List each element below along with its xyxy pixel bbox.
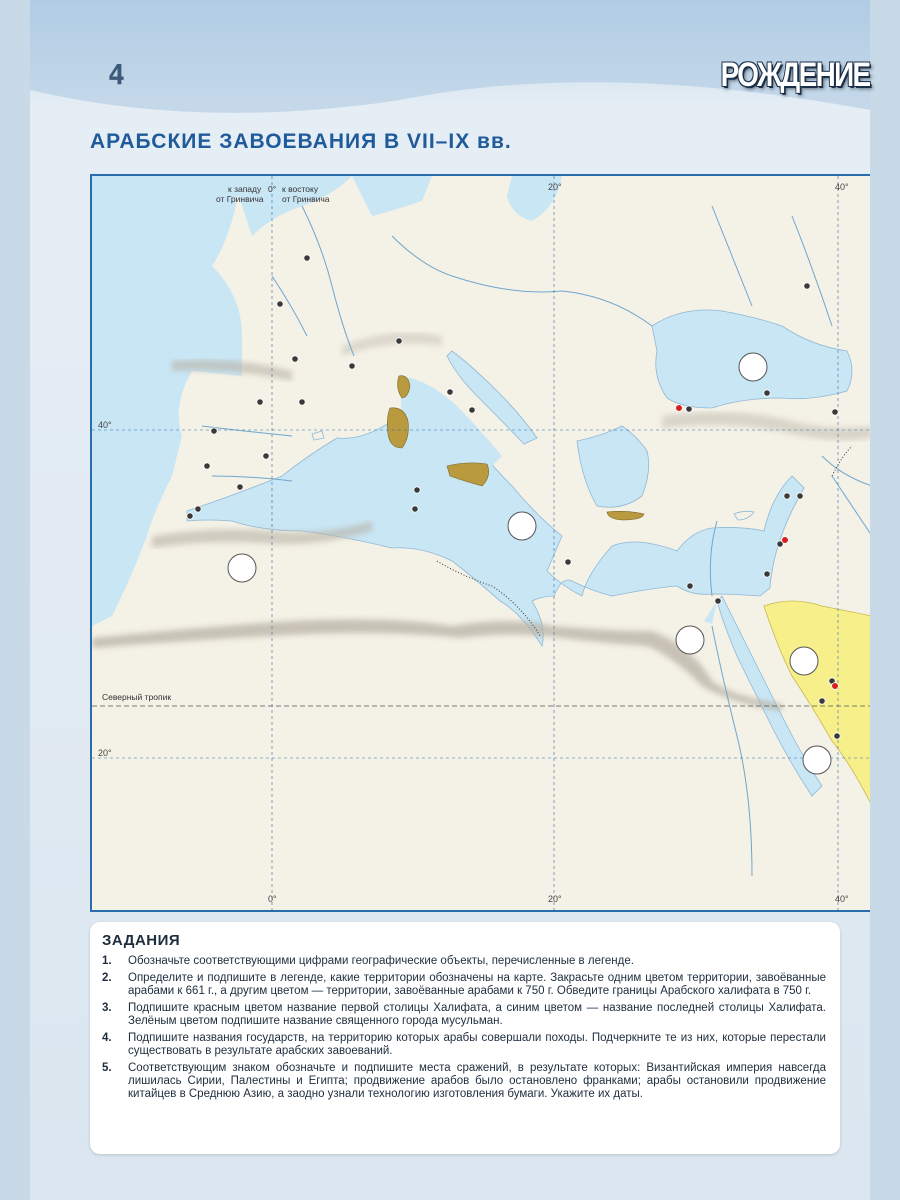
city-marker xyxy=(237,484,243,490)
task-number: 5. xyxy=(102,1062,112,1074)
city-marker xyxy=(834,733,840,739)
city-marker xyxy=(469,407,475,413)
city-marker xyxy=(715,598,721,604)
city-marker xyxy=(804,283,810,289)
task-item xyxy=(102,1062,826,1101)
tropic-label: Северный тропик xyxy=(102,692,172,702)
empty-label-circle xyxy=(790,647,818,675)
city-marker xyxy=(257,399,263,405)
task-text: Определите и подпишите в легенде, какие территории обозначены на карте. Закрасьте одним цветом территории, завоёванные арабами к 661 г., а другим цветом — территории, завоёванные арабами к 750 г. Обведите границы Арабского халифата в 750 г. xyxy=(128,972,826,997)
city-marker xyxy=(204,463,210,469)
task-number: 4. xyxy=(102,1032,112,1044)
empty-label-circle xyxy=(228,554,256,582)
task-item xyxy=(102,955,826,968)
lon-label-bottom-40: 40° xyxy=(835,894,849,904)
map-title: АРАБСКИЕ ЗАВОЕВАНИЯ В VII–IX вв. xyxy=(90,130,512,153)
city-marker xyxy=(414,487,420,493)
city-marker xyxy=(349,363,355,369)
task-text: Подпишите названия государств, на территорию которых арабы совершали походы. Подчеркните те из них, которые перестали существовать в результате арабских завоеваний. xyxy=(128,1032,826,1057)
city-marker xyxy=(412,506,418,512)
map-frame xyxy=(90,174,870,912)
battle-marker xyxy=(782,537,789,544)
city-marker xyxy=(797,493,803,499)
city-marker xyxy=(565,559,571,565)
meridian-zero: 0° xyxy=(268,184,277,194)
lon-label-bottom-0: 0° xyxy=(268,894,277,904)
city-marker xyxy=(686,406,692,412)
city-marker xyxy=(764,571,770,577)
task-text: Соответствующим знаком обозначьте и подпишите места сражений, в результате которых: Византийская империя навсегда лишилась Сирии, Палестины и Египта; продвижение арабов было остановлено франками; арабы остановили продвижение китайцев в Среднюю Азию, а заодно узнали технологию изготовления бумаги. Укажите их даты. xyxy=(128,1062,826,1100)
task-item xyxy=(102,972,826,998)
city-marker xyxy=(211,428,217,434)
city-marker xyxy=(819,698,825,704)
task-text: Подпишите красным цветом название первой столицы Халифата, а синим цветом — название последней столицы Халифата. Зелёным цветом подпишите название священного города мусульман. xyxy=(128,1002,826,1027)
page-number: 4 xyxy=(108,58,124,91)
meridian-west-line1: к западу xyxy=(228,184,262,194)
task-number: 2. xyxy=(102,972,112,984)
task-text: Обозначьте соответствующими цифрами географические объекты, перечисленные в легенде. xyxy=(128,955,634,967)
task-number: 1. xyxy=(102,955,112,967)
city-marker xyxy=(263,453,269,459)
meridian-east-line1: к востоку xyxy=(282,184,319,194)
lon-label-top-20: 20° xyxy=(548,182,562,192)
lat-label-40: 40° xyxy=(98,420,112,430)
city-marker xyxy=(687,583,693,589)
city-marker xyxy=(447,389,453,395)
task-item xyxy=(102,1002,826,1028)
tasks-heading: ЗАДАНИЯ xyxy=(102,932,181,949)
lat-label-20: 20° xyxy=(98,748,112,758)
city-marker xyxy=(832,409,838,415)
battle-marker xyxy=(832,683,839,690)
city-marker xyxy=(784,493,790,499)
city-marker xyxy=(304,255,310,261)
tasks-panel xyxy=(90,922,840,1154)
city-marker xyxy=(277,301,283,307)
task-item xyxy=(102,1032,826,1058)
task-number: 3. xyxy=(102,1002,112,1014)
city-marker xyxy=(195,506,201,512)
island-sardinia xyxy=(387,408,408,448)
city-marker xyxy=(187,513,193,519)
empty-label-circle xyxy=(676,626,704,654)
city-marker xyxy=(396,338,402,344)
city-marker xyxy=(299,399,305,405)
city-marker xyxy=(764,390,770,396)
empty-label-circle xyxy=(803,746,831,774)
meridian-west-line2: от Гринвича xyxy=(216,194,264,204)
city-marker xyxy=(292,356,298,362)
meridian-east-line2: от Гринвича xyxy=(282,194,330,204)
battle-marker xyxy=(676,405,683,412)
chapter-title: РОЖДЕНИЕ xyxy=(720,56,870,94)
map-canvas xyxy=(92,176,870,912)
empty-label-circle xyxy=(508,512,536,540)
lon-label-bottom-20: 20° xyxy=(548,894,562,904)
empty-label-circle xyxy=(739,353,767,381)
lon-label-top-40: 40° xyxy=(835,182,849,192)
